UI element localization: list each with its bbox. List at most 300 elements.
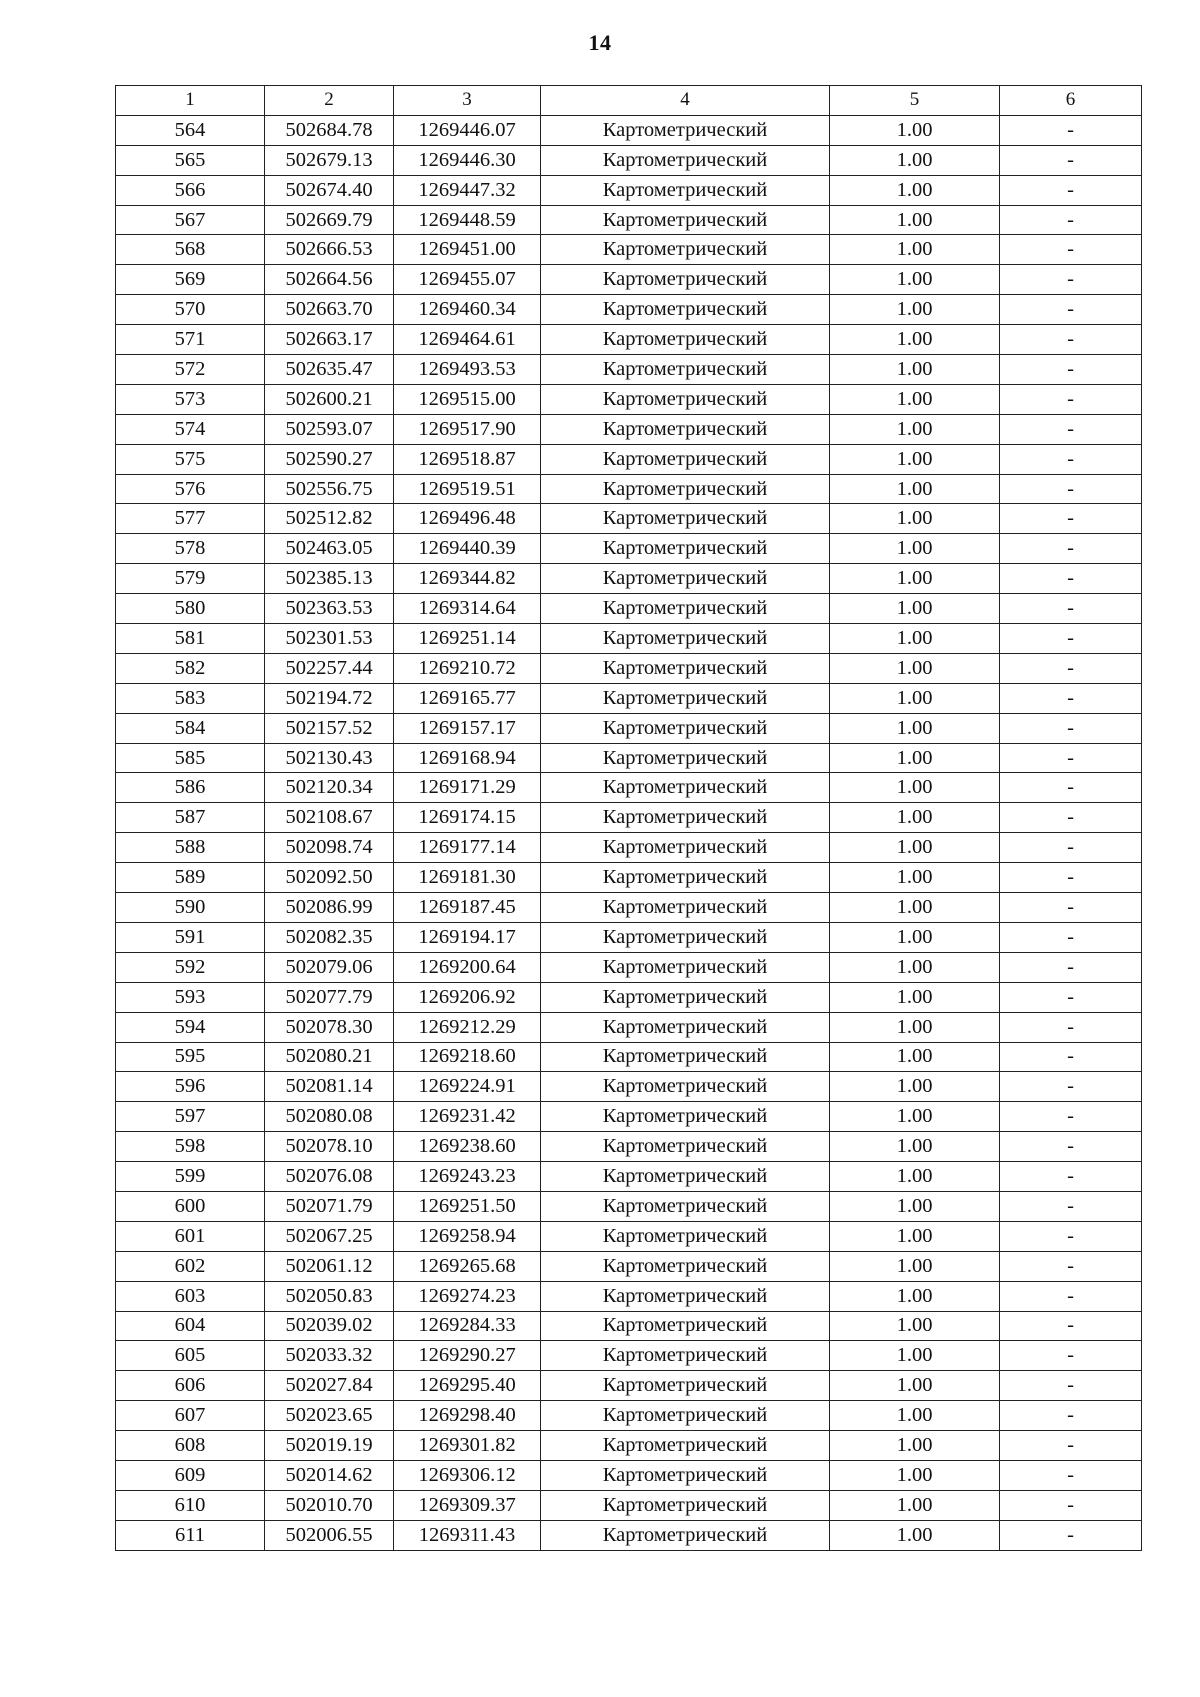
accuracy-cell: 1.00 (830, 893, 1000, 923)
table-row (116, 145, 1142, 175)
x-coordinate-cell: 502663.17 (265, 325, 394, 355)
y-coordinate-cell: 1269447.32 (394, 175, 541, 205)
x-coordinate-cell: 502674.40 (265, 175, 394, 205)
note-cell: - (1000, 384, 1142, 414)
x-coordinate-cell: 502130.43 (265, 743, 394, 773)
note-cell: - (1000, 922, 1142, 952)
table-row (116, 444, 1142, 474)
note-cell: - (1000, 1520, 1142, 1550)
note-cell: - (1000, 564, 1142, 594)
y-coordinate-cell: 1269194.17 (394, 922, 541, 952)
y-coordinate-cell: 1269200.64 (394, 952, 541, 982)
method-cell: Картометрический (541, 504, 830, 534)
method-cell: Картометрический (541, 1102, 830, 1132)
accuracy-cell: 1.00 (830, 982, 1000, 1012)
point-number-cell: 580 (116, 594, 265, 624)
table-row (116, 1460, 1142, 1490)
method-cell: Картометрический (541, 384, 830, 414)
table-row (116, 325, 1142, 355)
table-row (116, 1042, 1142, 1072)
point-number-cell: 601 (116, 1221, 265, 1251)
y-coordinate-cell: 1269518.87 (394, 444, 541, 474)
y-coordinate-cell: 1269274.23 (394, 1281, 541, 1311)
y-coordinate-cell: 1269224.91 (394, 1072, 541, 1102)
accuracy-cell: 1.00 (830, 713, 1000, 743)
accuracy-cell: 1.00 (830, 1251, 1000, 1281)
table-row (116, 952, 1142, 982)
point-number-cell: 603 (116, 1281, 265, 1311)
method-cell: Картометрический (541, 653, 830, 683)
y-coordinate-cell: 1269238.60 (394, 1132, 541, 1162)
point-number-cell: 605 (116, 1341, 265, 1371)
y-coordinate-cell: 1269515.00 (394, 384, 541, 414)
x-coordinate-cell: 502684.78 (265, 115, 394, 145)
y-coordinate-cell: 1269212.29 (394, 1012, 541, 1042)
note-cell: - (1000, 743, 1142, 773)
method-cell: Картометрический (541, 1401, 830, 1431)
x-coordinate-cell: 502061.12 (265, 1251, 394, 1281)
note-cell: - (1000, 1042, 1142, 1072)
method-cell: Картометрический (541, 803, 830, 833)
point-number-cell: 586 (116, 773, 265, 803)
accuracy-cell: 1.00 (830, 624, 1000, 654)
table-row (116, 295, 1142, 325)
point-number-cell: 581 (116, 624, 265, 654)
method-cell: Картометрический (541, 952, 830, 982)
point-number-cell: 579 (116, 564, 265, 594)
table-row (116, 922, 1142, 952)
point-number-cell: 607 (116, 1401, 265, 1431)
y-coordinate-cell: 1269171.29 (394, 773, 541, 803)
method-cell: Картометрический (541, 1460, 830, 1490)
x-coordinate-cell: 502463.05 (265, 534, 394, 564)
y-coordinate-cell: 1269344.82 (394, 564, 541, 594)
point-number-cell: 572 (116, 355, 265, 385)
point-number-cell: 611 (116, 1520, 265, 1550)
method-cell: Картометрический (541, 1251, 830, 1281)
note-cell: - (1000, 414, 1142, 444)
accuracy-cell: 1.00 (830, 1341, 1000, 1371)
accuracy-cell: 1.00 (830, 564, 1000, 594)
note-cell: - (1000, 235, 1142, 265)
method-cell: Картометрический (541, 1341, 830, 1371)
y-coordinate-cell: 1269210.72 (394, 653, 541, 683)
x-coordinate-cell: 502014.62 (265, 1460, 394, 1490)
note-cell: - (1000, 1371, 1142, 1401)
note-cell: - (1000, 295, 1142, 325)
method-cell: Картометрический (541, 325, 830, 355)
accuracy-cell: 1.00 (830, 743, 1000, 773)
y-coordinate-cell: 1269174.15 (394, 803, 541, 833)
table-header-row (116, 86, 1142, 116)
method-cell: Картометрический (541, 175, 830, 205)
point-number-cell: 582 (116, 653, 265, 683)
y-coordinate-cell: 1269440.39 (394, 534, 541, 564)
accuracy-cell: 1.00 (830, 1072, 1000, 1102)
y-coordinate-cell: 1269455.07 (394, 265, 541, 295)
note-cell: - (1000, 205, 1142, 235)
note-cell: - (1000, 803, 1142, 833)
point-number-cell: 610 (116, 1490, 265, 1520)
point-number-cell: 585 (116, 743, 265, 773)
point-number-cell: 588 (116, 833, 265, 863)
point-number-cell: 599 (116, 1162, 265, 1192)
accuracy-cell: 1.00 (830, 325, 1000, 355)
table-row (116, 594, 1142, 624)
table-row (116, 803, 1142, 833)
point-number-cell: 600 (116, 1191, 265, 1221)
y-coordinate-cell: 1269464.61 (394, 325, 541, 355)
coordinates-table (115, 85, 1142, 1551)
point-number-cell: 577 (116, 504, 265, 534)
y-coordinate-cell: 1269448.59 (394, 205, 541, 235)
x-coordinate-cell: 502086.99 (265, 893, 394, 923)
table-row (116, 1431, 1142, 1461)
y-coordinate-cell: 1269251.50 (394, 1191, 541, 1221)
table-row (116, 355, 1142, 385)
accuracy-cell: 1.00 (830, 235, 1000, 265)
accuracy-cell: 1.00 (830, 534, 1000, 564)
note-cell: - (1000, 1072, 1142, 1102)
table-row (116, 1281, 1142, 1311)
table-row (116, 1132, 1142, 1162)
y-coordinate-cell: 1269496.48 (394, 504, 541, 534)
note-cell: - (1000, 355, 1142, 385)
note-cell: - (1000, 893, 1142, 923)
x-coordinate-cell: 502039.02 (265, 1311, 394, 1341)
point-number-cell: 594 (116, 1012, 265, 1042)
y-coordinate-cell: 1269493.53 (394, 355, 541, 385)
accuracy-cell: 1.00 (830, 594, 1000, 624)
method-cell: Картометрический (541, 773, 830, 803)
method-cell: Картометрический (541, 564, 830, 594)
point-number-cell: 568 (116, 235, 265, 265)
x-coordinate-cell: 502157.52 (265, 713, 394, 743)
x-coordinate-cell: 502098.74 (265, 833, 394, 863)
table-row (116, 1341, 1142, 1371)
x-coordinate-cell: 502076.08 (265, 1162, 394, 1192)
x-coordinate-cell: 502081.14 (265, 1072, 394, 1102)
accuracy-cell: 1.00 (830, 145, 1000, 175)
table-row (116, 265, 1142, 295)
table-row (116, 235, 1142, 265)
note-cell: - (1000, 175, 1142, 205)
point-number-cell: 564 (116, 115, 265, 145)
x-coordinate-cell: 502006.55 (265, 1520, 394, 1550)
table-row (116, 1371, 1142, 1401)
accuracy-cell: 1.00 (830, 683, 1000, 713)
note-cell: - (1000, 1191, 1142, 1221)
y-coordinate-cell: 1269298.40 (394, 1401, 541, 1431)
point-number-cell: 602 (116, 1251, 265, 1281)
x-coordinate-cell: 502080.21 (265, 1042, 394, 1072)
y-coordinate-cell: 1269446.07 (394, 115, 541, 145)
y-coordinate-cell: 1269451.00 (394, 235, 541, 265)
point-number-cell: 576 (116, 474, 265, 504)
method-cell: Картометрический (541, 863, 830, 893)
y-coordinate-cell: 1269306.12 (394, 1460, 541, 1490)
accuracy-cell: 1.00 (830, 1460, 1000, 1490)
accuracy-cell: 1.00 (830, 952, 1000, 982)
method-cell: Картометрический (541, 205, 830, 235)
x-coordinate-cell: 502385.13 (265, 564, 394, 594)
point-number-cell: 574 (116, 414, 265, 444)
x-coordinate-cell: 502092.50 (265, 863, 394, 893)
note-cell: - (1000, 534, 1142, 564)
y-coordinate-cell: 1269301.82 (394, 1431, 541, 1461)
x-coordinate-cell: 502635.47 (265, 355, 394, 385)
y-coordinate-cell: 1269165.77 (394, 683, 541, 713)
y-coordinate-cell: 1269251.14 (394, 624, 541, 654)
accuracy-cell: 1.00 (830, 863, 1000, 893)
method-cell: Картометрический (541, 235, 830, 265)
method-cell: Картометрический (541, 713, 830, 743)
accuracy-cell: 1.00 (830, 1102, 1000, 1132)
accuracy-cell: 1.00 (830, 504, 1000, 534)
y-coordinate-cell: 1269206.92 (394, 982, 541, 1012)
point-number-cell: 592 (116, 952, 265, 982)
note-cell: - (1000, 1102, 1142, 1132)
point-number-cell: 597 (116, 1102, 265, 1132)
y-coordinate-cell: 1269187.45 (394, 893, 541, 923)
method-cell: Картометрический (541, 1520, 830, 1550)
point-number-cell: 569 (116, 265, 265, 295)
table-row (116, 384, 1142, 414)
x-coordinate-cell: 502257.44 (265, 653, 394, 683)
x-coordinate-cell: 502194.72 (265, 683, 394, 713)
column-header-4: 4 (541, 86, 830, 116)
accuracy-cell: 1.00 (830, 444, 1000, 474)
accuracy-cell: 1.00 (830, 1221, 1000, 1251)
accuracy-cell: 1.00 (830, 1311, 1000, 1341)
y-coordinate-cell: 1269314.64 (394, 594, 541, 624)
y-coordinate-cell: 1269309.37 (394, 1490, 541, 1520)
table-row (116, 474, 1142, 504)
method-cell: Картометрический (541, 594, 830, 624)
column-header-3: 3 (394, 86, 541, 116)
point-number-cell: 606 (116, 1371, 265, 1401)
table-row (116, 1401, 1142, 1431)
point-number-cell: 584 (116, 713, 265, 743)
accuracy-cell: 1.00 (830, 1401, 1000, 1431)
method-cell: Картометрический (541, 743, 830, 773)
point-number-cell: 570 (116, 295, 265, 325)
x-coordinate-cell: 502108.67 (265, 803, 394, 833)
note-cell: - (1000, 982, 1142, 1012)
point-number-cell: 566 (116, 175, 265, 205)
note-cell: - (1000, 1251, 1142, 1281)
method-cell: Картометрический (541, 474, 830, 504)
point-number-cell: 571 (116, 325, 265, 355)
y-coordinate-cell: 1269243.23 (394, 1162, 541, 1192)
table-row (116, 1221, 1142, 1251)
method-cell: Картометрический (541, 1191, 830, 1221)
x-coordinate-cell: 502669.79 (265, 205, 394, 235)
accuracy-cell: 1.00 (830, 414, 1000, 444)
method-cell: Картометрический (541, 115, 830, 145)
x-coordinate-cell: 502590.27 (265, 444, 394, 474)
method-cell: Картометрический (541, 624, 830, 654)
method-cell: Картометрический (541, 1431, 830, 1461)
y-coordinate-cell: 1269290.27 (394, 1341, 541, 1371)
table-row (116, 1490, 1142, 1520)
x-coordinate-cell: 502077.79 (265, 982, 394, 1012)
accuracy-cell: 1.00 (830, 1042, 1000, 1072)
method-cell: Картометрический (541, 893, 830, 923)
accuracy-cell: 1.00 (830, 773, 1000, 803)
y-coordinate-cell: 1269265.68 (394, 1251, 541, 1281)
column-header-6: 6 (1000, 86, 1142, 116)
table-row (116, 414, 1142, 444)
table-row (116, 893, 1142, 923)
point-number-cell: 604 (116, 1311, 265, 1341)
x-coordinate-cell: 502679.13 (265, 145, 394, 175)
x-coordinate-cell: 502080.08 (265, 1102, 394, 1132)
accuracy-cell: 1.00 (830, 833, 1000, 863)
y-coordinate-cell: 1269181.30 (394, 863, 541, 893)
method-cell: Картометрический (541, 1371, 830, 1401)
y-coordinate-cell: 1269460.34 (394, 295, 541, 325)
note-cell: - (1000, 115, 1142, 145)
y-coordinate-cell: 1269311.43 (394, 1520, 541, 1550)
y-coordinate-cell: 1269446.30 (394, 145, 541, 175)
note-cell: - (1000, 952, 1142, 982)
method-cell: Картометрический (541, 1012, 830, 1042)
accuracy-cell: 1.00 (830, 1281, 1000, 1311)
accuracy-cell: 1.00 (830, 265, 1000, 295)
x-coordinate-cell: 502071.79 (265, 1191, 394, 1221)
table-row (116, 863, 1142, 893)
note-cell: - (1000, 683, 1142, 713)
point-number-cell: 609 (116, 1460, 265, 1490)
point-number-cell: 595 (116, 1042, 265, 1072)
table-body (116, 115, 1142, 1550)
note-cell: - (1000, 833, 1142, 863)
point-number-cell: 567 (116, 205, 265, 235)
point-number-cell: 573 (116, 384, 265, 414)
note-cell: - (1000, 1012, 1142, 1042)
y-coordinate-cell: 1269517.90 (394, 414, 541, 444)
method-cell: Картометрический (541, 1221, 830, 1251)
coordinates-table-container (115, 85, 1141, 1551)
table-row (116, 205, 1142, 235)
table-row (116, 1072, 1142, 1102)
note-cell: - (1000, 1431, 1142, 1461)
method-cell: Картометрический (541, 1162, 830, 1192)
y-coordinate-cell: 1269231.42 (394, 1102, 541, 1132)
column-header-5: 5 (830, 86, 1000, 116)
point-number-cell: 591 (116, 922, 265, 952)
table-row (116, 982, 1142, 1012)
note-cell: - (1000, 1460, 1142, 1490)
table-row (116, 115, 1142, 145)
y-coordinate-cell: 1269218.60 (394, 1042, 541, 1072)
table-row (116, 564, 1142, 594)
method-cell: Картометрический (541, 833, 830, 863)
method-cell: Картометрический (541, 683, 830, 713)
method-cell: Картометрический (541, 295, 830, 325)
point-number-cell: 590 (116, 893, 265, 923)
note-cell: - (1000, 773, 1142, 803)
x-coordinate-cell: 502079.06 (265, 952, 394, 982)
table-row (116, 653, 1142, 683)
x-coordinate-cell: 502078.10 (265, 1132, 394, 1162)
note-cell: - (1000, 325, 1142, 355)
method-cell: Картометрический (541, 265, 830, 295)
note-cell: - (1000, 1490, 1142, 1520)
method-cell: Картометрический (541, 534, 830, 564)
x-coordinate-cell: 502033.32 (265, 1341, 394, 1371)
column-header-1: 1 (116, 86, 265, 116)
y-coordinate-cell: 1269519.51 (394, 474, 541, 504)
accuracy-cell: 1.00 (830, 1490, 1000, 1520)
point-number-cell: 608 (116, 1431, 265, 1461)
y-coordinate-cell: 1269284.33 (394, 1311, 541, 1341)
table-row (116, 1102, 1142, 1132)
x-coordinate-cell: 502027.84 (265, 1371, 394, 1401)
y-coordinate-cell: 1269168.94 (394, 743, 541, 773)
note-cell: - (1000, 1341, 1142, 1371)
note-cell: - (1000, 713, 1142, 743)
point-number-cell: 598 (116, 1132, 265, 1162)
x-coordinate-cell: 502363.53 (265, 594, 394, 624)
y-coordinate-cell: 1269157.17 (394, 713, 541, 743)
x-coordinate-cell: 502664.56 (265, 265, 394, 295)
note-cell: - (1000, 653, 1142, 683)
table-row (116, 504, 1142, 534)
note-cell: - (1000, 1132, 1142, 1162)
note-cell: - (1000, 1281, 1142, 1311)
point-number-cell: 589 (116, 863, 265, 893)
table-row (116, 1251, 1142, 1281)
y-coordinate-cell: 1269258.94 (394, 1221, 541, 1251)
x-coordinate-cell: 502593.07 (265, 414, 394, 444)
point-number-cell: 578 (116, 534, 265, 564)
method-cell: Картометрический (541, 1072, 830, 1102)
method-cell: Картометрический (541, 414, 830, 444)
method-cell: Картометрический (541, 444, 830, 474)
accuracy-cell: 1.00 (830, 1371, 1000, 1401)
method-cell: Картометрический (541, 982, 830, 1012)
note-cell: - (1000, 1162, 1142, 1192)
note-cell: - (1000, 1221, 1142, 1251)
method-cell: Картометрический (541, 145, 830, 175)
table-row (116, 773, 1142, 803)
point-number-cell: 596 (116, 1072, 265, 1102)
x-coordinate-cell: 502600.21 (265, 384, 394, 414)
table-row (116, 1520, 1142, 1550)
accuracy-cell: 1.00 (830, 1520, 1000, 1550)
point-number-cell: 587 (116, 803, 265, 833)
accuracy-cell: 1.00 (830, 922, 1000, 952)
accuracy-cell: 1.00 (830, 474, 1000, 504)
x-coordinate-cell: 502023.65 (265, 1401, 394, 1431)
y-coordinate-cell: 1269295.40 (394, 1371, 541, 1401)
page-number: 14 (588, 30, 612, 55)
point-number-cell: 583 (116, 683, 265, 713)
accuracy-cell: 1.00 (830, 355, 1000, 385)
table-row (116, 534, 1142, 564)
note-cell: - (1000, 863, 1142, 893)
x-coordinate-cell: 502556.75 (265, 474, 394, 504)
method-cell: Картометрический (541, 1281, 830, 1311)
table-row (116, 713, 1142, 743)
method-cell: Картометрический (541, 355, 830, 385)
accuracy-cell: 1.00 (830, 803, 1000, 833)
method-cell: Картометрический (541, 1132, 830, 1162)
accuracy-cell: 1.00 (830, 1132, 1000, 1162)
note-cell: - (1000, 145, 1142, 175)
